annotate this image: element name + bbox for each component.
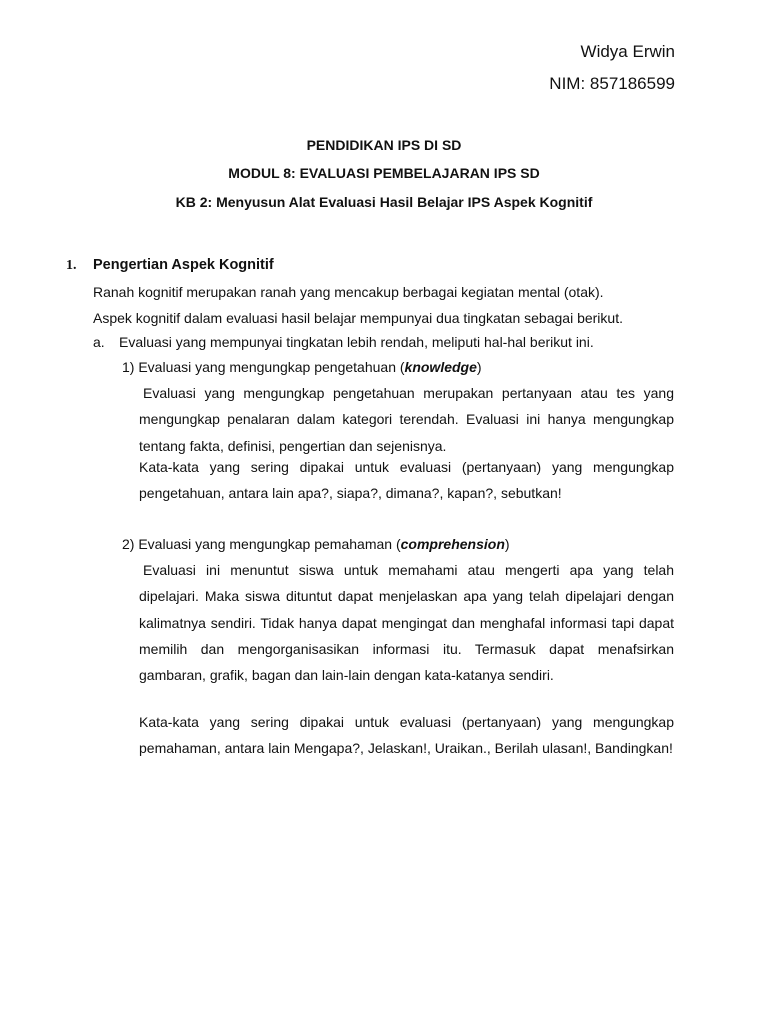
subitem-1-heading xyxy=(122,358,482,376)
subitem-2-lead: 2) Evaluasi yang mengungkap pemahaman ( xyxy=(122,536,401,552)
subitem-1-paragraph-2 xyxy=(139,454,674,507)
subitem-2-paragraph-1 xyxy=(139,557,674,688)
subitem-2-paragraph-1-text: Evaluasi ini menuntut siswa untuk memahami atau mengerti apa yang telah dipelajari. Maka siswa dituntut dapat menjelaskan apa yang telah dipelajari dengan kalimatnya sendiri. Tidak hanya dapat mengingat dan menghafal informasi tapi dapat memilih dan mengorganisasikan informasi itu. Termasuk dapat menafsirkan gambaran, grafik, bagan dan lain-lain dengan kata-katanya sendiri. xyxy=(139,562,674,684)
subitem-2-heading xyxy=(122,535,510,553)
subitem-1-term: knowledge xyxy=(404,359,477,375)
author-name: Widya Erwin xyxy=(580,42,675,61)
subitem-2-paragraph-2-text: Kata-kata yang sering dipakai untuk evaluasi (pertanyaan) yang mengungkap pemahaman, antara lain Mengapa?, Jelaskan!, Uraikan., Berilah ulasan!, Bandingkan! xyxy=(139,714,674,757)
section-number: 1. xyxy=(66,258,77,273)
subitem-2-close: ) xyxy=(504,536,510,552)
subitem-1-close: ) xyxy=(476,359,482,375)
subitem-2-paragraph-2 xyxy=(139,709,674,762)
list-marker-a: a. xyxy=(93,334,105,350)
list-item-a: Evaluasi yang mempunyai tingkatan lebih rendah, meliputi hal-hal berikut ini. xyxy=(119,334,594,350)
student-id: NIM: 857186599 xyxy=(549,74,675,93)
intro-line-1: Ranah kognitif merupakan ranah yang mencakup berbagai kegiatan mental (otak). xyxy=(93,284,604,300)
section-heading: Pengertian Aspek Kognitif xyxy=(93,257,274,273)
intro-line-2: Aspek kognitif dalam evaluasi hasil belajar mempunyai dua tingkatan sebagai berikut. xyxy=(93,310,623,326)
subitem-1-lead: 1) Evaluasi yang mengungkap pengetahuan ( xyxy=(122,359,405,375)
subitem-1-paragraph-1-text: Evaluasi yang mengungkap pengetahuan merupakan pertanyaan atau tes yang mengungkap penalaran dalam kategori terendah. Evaluasi ini hanya mengungkap tentang fakta, definisi, pengertian dan sejenisnya. xyxy=(139,385,674,454)
subitem-2-term: comprehension xyxy=(400,536,505,552)
subitem-1-paragraph-2-text: Kata-kata yang sering dipakai untuk evaluasi (pertanyaan) yang mengungkap pengetahuan, antara lain apa?, siapa?, dimana?, kapan?, sebutkan! xyxy=(139,459,674,502)
module-title: MODUL 8: EVALUASI PEMBELAJARAN IPS SD xyxy=(228,165,540,181)
subitem-1-paragraph-1 xyxy=(139,380,674,459)
course-title: PENDIDIKAN IPS DI SD xyxy=(306,137,462,153)
kb-title: KB 2: Menyusun Alat Evaluasi Hasil Belajar IPS Aspek Kognitif xyxy=(175,194,593,210)
